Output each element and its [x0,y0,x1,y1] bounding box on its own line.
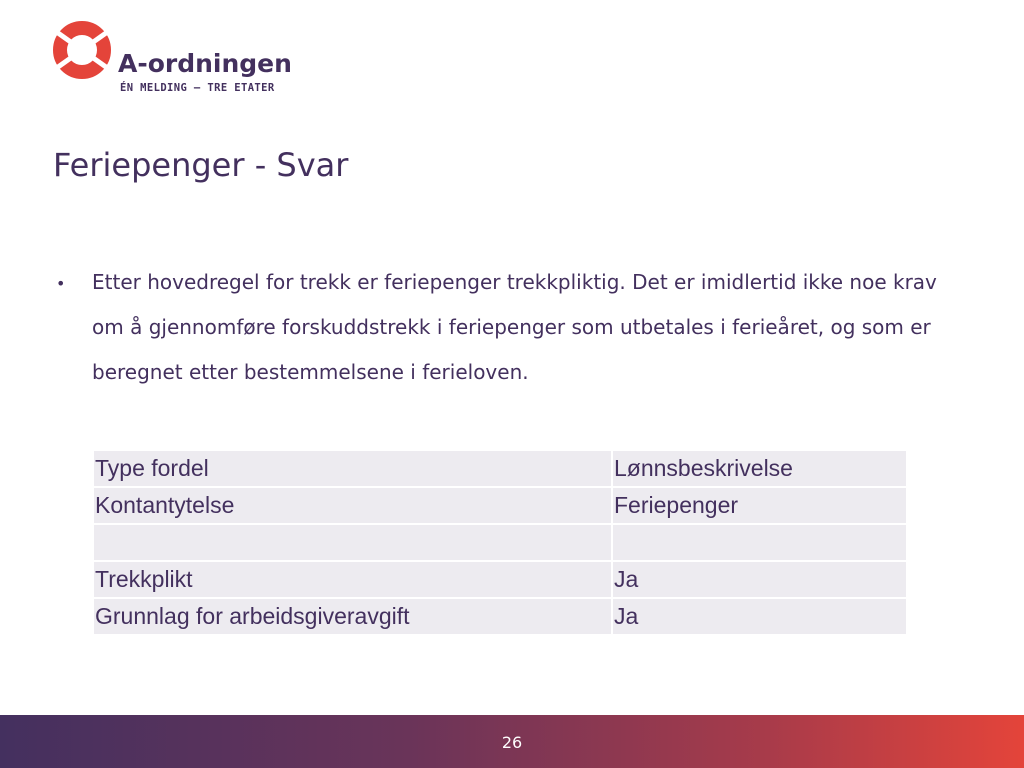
bullet-text: Etter hovedregel for trekk er feriepenger trekkpliktig. Det er imidlertid ikke noe krav om å gjennomføre forskuddstrekk i feriepenger som utbetales i ferieåret, og som er beregnet etter bestemmelsene i ferieloven. [92,270,937,384]
table-cell: Grunnlag for arbeidsgiveravgift [93,598,612,635]
bullet-marker: • [56,274,66,293]
footer-bar [0,715,1024,768]
table-row [93,487,907,524]
table-cell: Type fordel [93,450,612,487]
page-number: 26 [501,733,523,752]
table-cell: Trekkplikt [93,561,612,598]
table-cell: Kontantytelse [93,487,612,524]
table-row [93,450,907,487]
table-cell: Lønnsbeskrivelse [612,450,907,487]
benefit-table [92,449,908,636]
slide-title: Feriepenger - Svar [53,146,349,184]
table-cell [612,524,907,561]
table-row [93,524,907,561]
table-row [93,561,907,598]
a-ordningen-logo [50,18,290,98]
table-cell: Ja [612,561,907,598]
table-row [93,598,907,635]
brand-tagline: ÉN MELDING – TRE ETATER [120,82,275,94]
table-cell [93,524,612,561]
table-cell: Ja [612,598,907,635]
table-cell: Feriepenger [612,487,907,524]
brand-name: A-ordningen [118,49,292,78]
logo-ring-icon [50,18,114,82]
